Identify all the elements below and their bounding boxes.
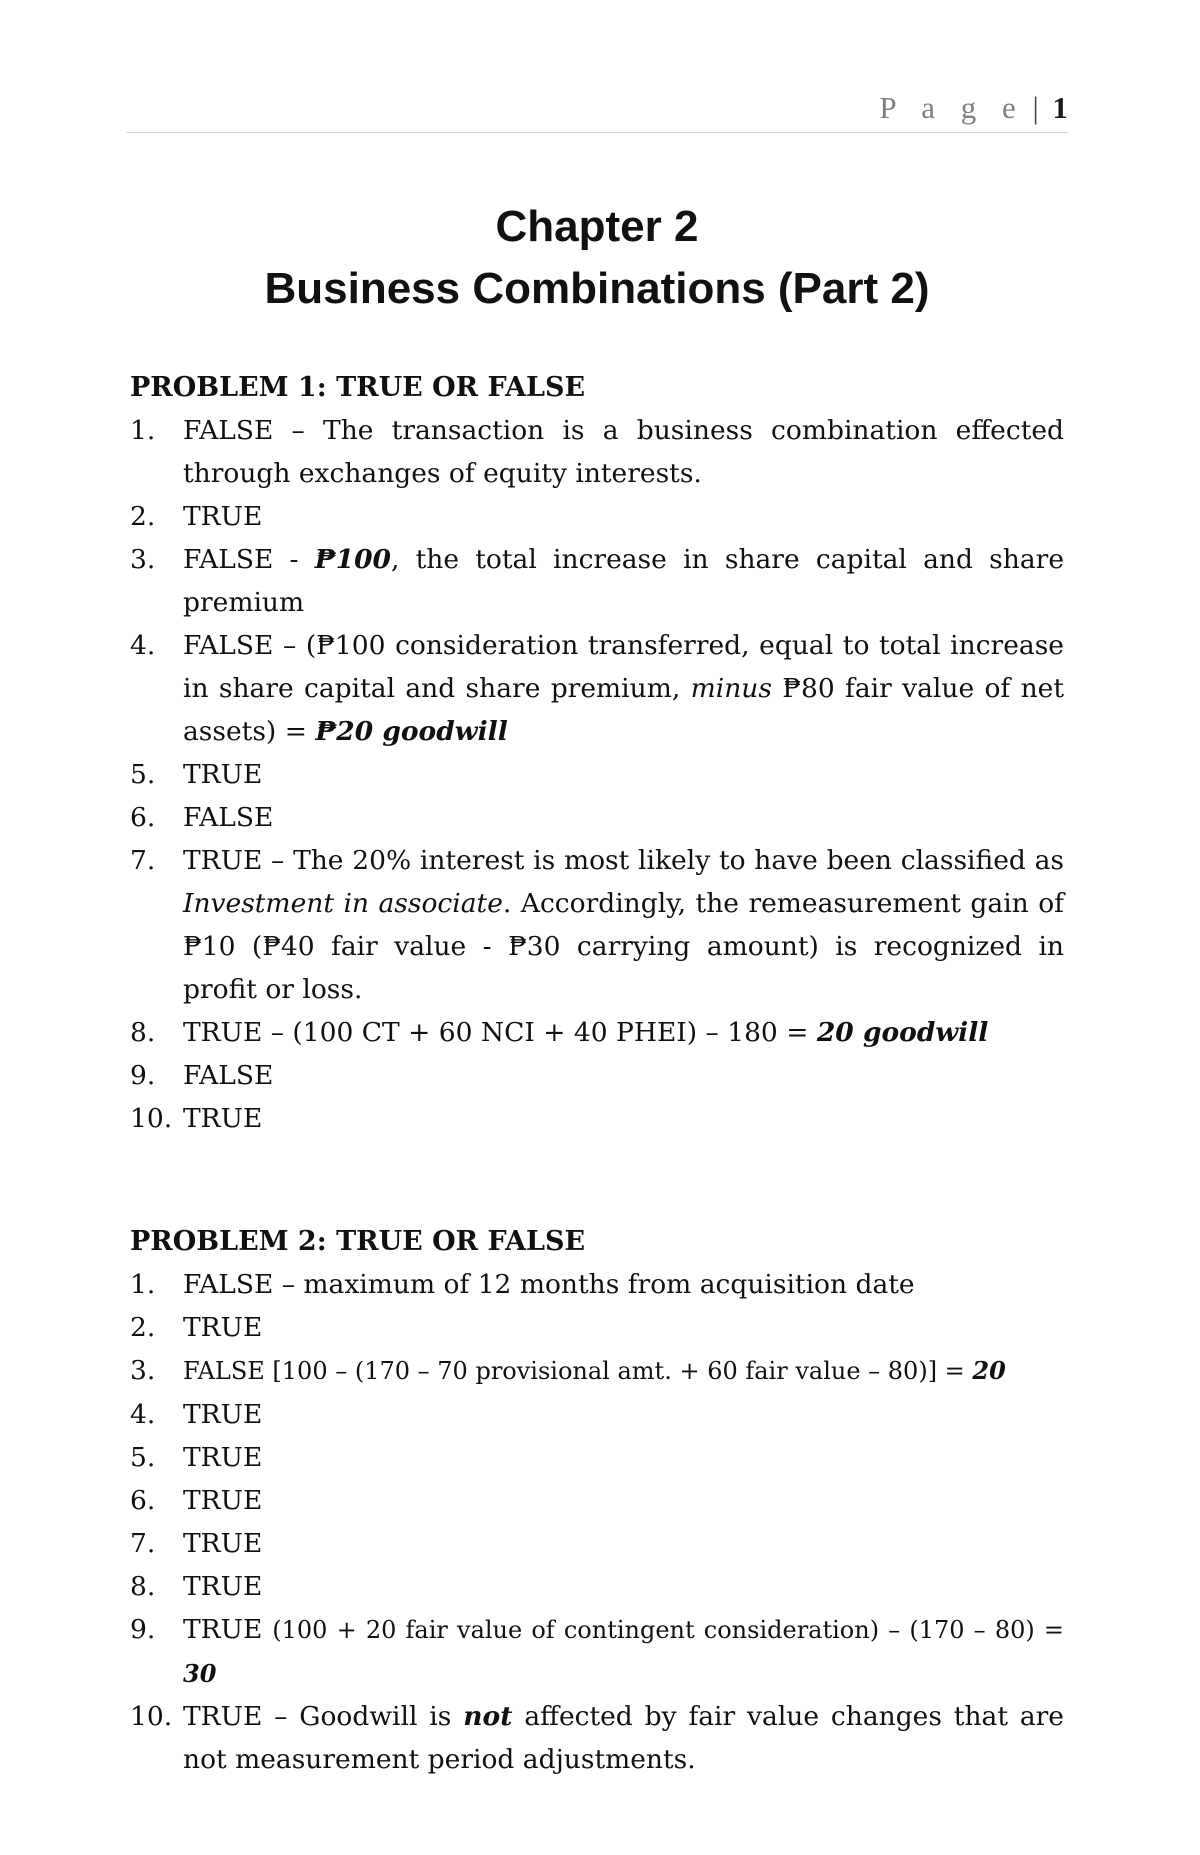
item-number: 6. xyxy=(130,1485,156,1516)
item-text: TRUE – (100 CT + 60 NCI + 40 PHEI) – 180 = xyxy=(183,1017,817,1048)
item-text: , the total increase in share capital and share premium xyxy=(183,544,1064,618)
item-text: TRUE xyxy=(183,1614,273,1645)
item-number: 7. xyxy=(130,1528,156,1559)
page-number: 1 xyxy=(1052,90,1068,125)
item-number: 10. xyxy=(130,1103,173,1134)
page-number-label xyxy=(879,90,1068,126)
item-number: 4. xyxy=(130,1399,156,1430)
list-item xyxy=(130,1349,1064,1393)
item-text: FALSE [100 – (170 – 70 provisional amt. + 60 fair value – 80)] = xyxy=(183,1357,973,1385)
item-text: TRUE xyxy=(183,1399,263,1430)
list-item xyxy=(130,409,1064,495)
problem-2-heading: PROBLEM 2: TRUE OR FALSE xyxy=(130,1226,586,1257)
item-text: TRUE xyxy=(183,1528,263,1559)
item-emphasis: 20 xyxy=(972,1356,1006,1385)
list-item xyxy=(130,1479,1064,1522)
item-text: TRUE xyxy=(183,1442,263,1473)
item-number: 7. xyxy=(130,845,156,876)
item-number: 2. xyxy=(130,1312,156,1343)
list-item xyxy=(130,1436,1064,1479)
chapter-number: Chapter 2 xyxy=(495,202,699,251)
list-item xyxy=(130,1097,1064,1140)
item-number: 2. xyxy=(130,501,156,532)
list-item xyxy=(130,624,1064,753)
item-text: FALSE – (₱100 consideration transferred, equal to total increase in share capital and share premium, xyxy=(183,630,1064,704)
item-emphasis: not xyxy=(463,1701,513,1732)
item-number: 1. xyxy=(130,415,156,446)
list-item xyxy=(130,495,1064,538)
item-text: TRUE xyxy=(183,1103,263,1134)
list-item xyxy=(130,1011,1064,1054)
item-number: 8. xyxy=(130,1017,156,1048)
item-number: 8. xyxy=(130,1571,156,1602)
list-item xyxy=(130,538,1064,624)
item-emphasis: 30 xyxy=(183,1659,217,1688)
item-emphasis: ₱20 goodwill xyxy=(315,716,508,747)
chapter-title xyxy=(126,196,1068,320)
item-number: 9. xyxy=(130,1614,156,1645)
item-number: 3. xyxy=(130,544,156,575)
list-item xyxy=(130,1393,1064,1436)
list-item xyxy=(130,753,1064,796)
item-text: TRUE xyxy=(183,1485,263,1516)
list-item xyxy=(130,796,1064,839)
item-number: 5. xyxy=(130,1442,156,1473)
item-text: FALSE - xyxy=(183,544,315,575)
item-number: 3. xyxy=(130,1355,156,1386)
item-text: FALSE xyxy=(183,1060,274,1091)
item-text: . Accordingly, the remeasurement gain of ₱10 (₱40 fair value - ₱30 carrying amount) is recognized in profit or loss. xyxy=(183,888,1064,1005)
item-text: TRUE – The 20% interest is most likely to have been classified as xyxy=(183,845,1064,876)
item-text: FALSE – The transaction is a business combination effected through exchanges of equity interests. xyxy=(183,415,1064,489)
item-text: (100 + 20 fair value of contingent consideration) – (170 – 80) = xyxy=(272,1616,1064,1644)
list-item xyxy=(130,1522,1064,1565)
item-number: 4. xyxy=(130,630,156,661)
item-number: 9. xyxy=(130,1060,156,1091)
item-text: TRUE xyxy=(183,1571,263,1602)
list-item xyxy=(130,1565,1064,1608)
item-text: TRUE xyxy=(183,1312,263,1343)
item-number: 5. xyxy=(130,759,156,790)
list-item xyxy=(130,1695,1064,1781)
item-text: TRUE xyxy=(183,501,263,532)
item-text: TRUE – Goodwill is xyxy=(183,1701,464,1732)
item-italic: minus xyxy=(690,673,772,704)
list-item xyxy=(130,1608,1064,1695)
problem-1-heading: PROBLEM 1: TRUE OR FALSE xyxy=(130,372,586,403)
item-text: affected by fair value changes that are not measurement period adjustments. xyxy=(183,1701,1064,1775)
item-text: FALSE – maximum of 12 months from acquisition date xyxy=(183,1269,915,1300)
item-number: 10. xyxy=(130,1701,173,1732)
list-item xyxy=(130,839,1064,1011)
item-text: FALSE xyxy=(183,802,274,833)
item-text: TRUE xyxy=(183,759,263,790)
list-item xyxy=(130,1306,1064,1349)
item-text: ₱80 fair value of net assets) = xyxy=(183,673,1064,747)
item-number: 1. xyxy=(130,1269,156,1300)
chapter-name: Business Combinations (Part 2) xyxy=(264,264,930,313)
list-item xyxy=(130,1263,1064,1306)
item-italic: Investment in associate xyxy=(183,888,503,919)
page-separator: | xyxy=(1032,90,1039,125)
page-word: P a g e xyxy=(879,90,1025,125)
page-header xyxy=(126,90,1068,133)
item-emphasis: ₱100 xyxy=(314,544,391,575)
item-emphasis: 20 goodwill xyxy=(816,1017,989,1048)
problem-2-section xyxy=(130,1220,1064,1781)
list-item xyxy=(130,1054,1064,1097)
item-number: 6. xyxy=(130,802,156,833)
problem-1-section xyxy=(130,366,1064,1140)
